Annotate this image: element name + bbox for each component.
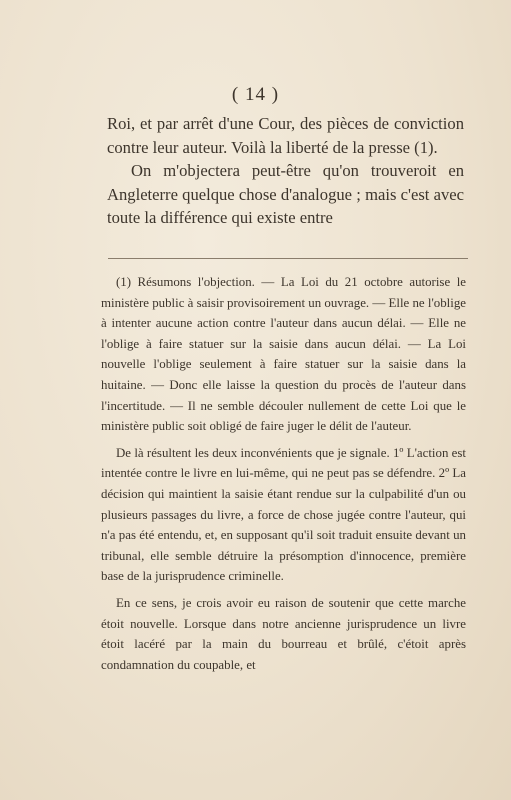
footnote xyxy=(101,272,466,675)
main-paragraph: On m'objectera peut-être qu'on trouveroit en Angleterre quelque chose d'analogue ; mais c'est avec toute la différence qui existe entre xyxy=(107,161,464,227)
footnote-paragraph: (1) Résumons l'objection. — La Loi du 21 octobre autorise le ministère public à saisir provisoirement un ouvrage. — Elle ne l'oblige à intenter aucune action contre l'auteur dans aucun délai. — Elle ne l'oblige à faire statuer sur la saisie dans aucun délai. — La Loi nouvelle l'oblige seulement à faire statuer sur la saisie dans la huitaine. — Donc elle laisse la question du procès de l'auteur dans l'incertitude. — Il ne semble découler nullement de cette Loi que le ministère public soit obligé de faire juger le délit de l'auteur. xyxy=(101,275,466,434)
footnote-divider xyxy=(108,258,468,259)
main-text xyxy=(107,112,464,230)
main-paragraph: Roi, et par arrêt d'une Cour, des pièces de conviction contre leur auteur. Voilà la liberté de la presse (1). xyxy=(107,114,464,157)
page-number: ( 14 ) xyxy=(231,84,280,105)
footnote-paragraph: En ce sens, je crois avoir eu raison de soutenir que cette marche étoit nouvelle. Lorsque dans notre ancienne jurisprudence un livre étoit lacéré par la main du bourreau et brûlé, c'étoit après condamnation du coupable, et xyxy=(101,595,466,672)
footnote-paragraph: De là résultent les deux inconvénients que je signale. 1º L'action est intentée contre le livre en lui-même, qui ne peut pas se défendre. 2º La décision qui maintient la saisie étant rendue sur la culpabilité d'un ou plusieurs passages du livre, a force de chose jugée contre l'auteur, qui n'a pas été entendu, et, en supposant qu'il soit traduit ensuite devant un tribunal, elle semble détruire la présomption d'innocence, première base de la jurisprudence criminelle. xyxy=(101,445,466,584)
